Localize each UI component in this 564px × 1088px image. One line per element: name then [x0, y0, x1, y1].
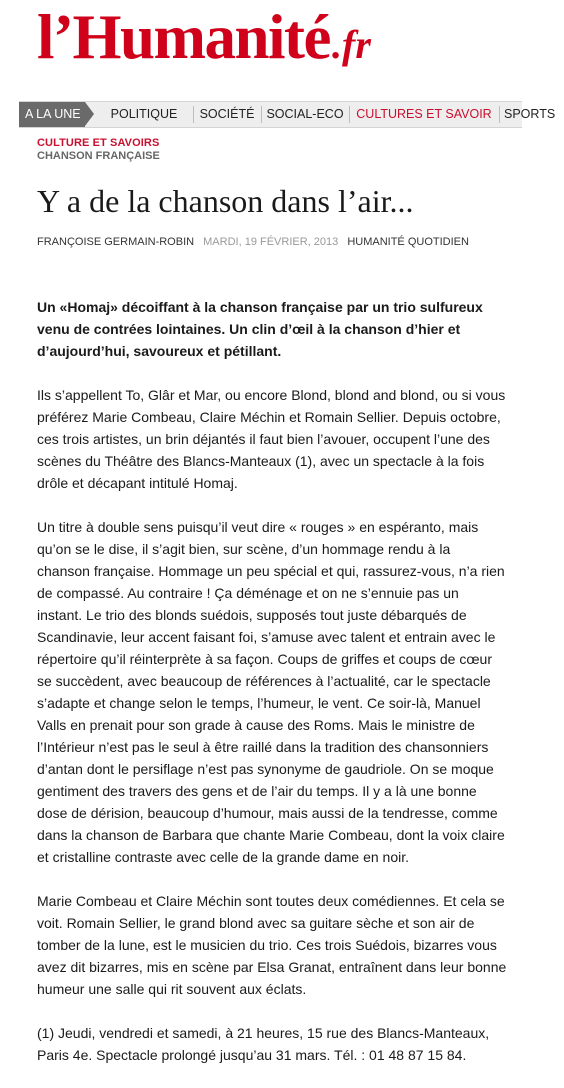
main-navigation	[19, 101, 556, 128]
subcategory-label[interactable]: CHANSON FRANÇAISE	[37, 150, 160, 162]
publish-date: MARDI, 19 FÉVRIER, 2013	[203, 236, 339, 248]
article-title: Y a de la chanson dans l’air...	[37, 183, 414, 219]
article-body	[37, 296, 507, 1088]
nav-item-politique[interactable]: POLITIQUE	[110, 107, 178, 121]
nav-item-cultures-et-savoir[interactable]: CULTURES ET SAVOIR	[356, 107, 492, 121]
publication-source: HUMANITÉ QUOTIDIEN	[347, 236, 469, 248]
article-paragraph: Un titre à double sens puisqu’il veut dire « rouges » en espéranto, mais qu’on se le dise, il s’agit bien, sur scène, d’un hommage rendu à la chanson française. Hommage un peu spécial et qui, rassurez-vous, n’a rien de compassé. Au contraire ! Ça déménage et on ne s’ennuie pas un instant. Le trio des blonds suédois, supposés tout juste débarqués de Scandinavie, leur accent faisant foi, s’amuse avec talent et entrain avec le répertoire qu’il réinterprète à sa façon. Coups de griffes et coups de cœur se succèdent, avec beaucoup de références à l’actualité, car le spectacle s’adapte et change selon le temps, l’humeur, le vent. Ce soir-là, Manuel Valls en prenait pour son grade à cause des Roms. Mais le ministre de l’Intérieur n’est pas le seul à être raillé dans la tradition des chansonniers d’antan dont le persiflage n’est pas synonyme de gaudriole. On se moque gentiment des travers des gens et de l’air du temps. Il y a là une bonne dose de dérision, beaucoup d’humour, mais aussi de la tendresse, comme dans la chanson de Barbara que chante Marie Combeau, dont la voix claire et cristalline contraste avec celle de la grande dame en noir.	[37, 519, 505, 865]
nav-divider	[499, 106, 500, 123]
article-paragraph: Marie Combeau et Claire Méchin sont toutes deux comédiennes. Et cela se voit. Romain Sellier, le grand blond avec sa guitare sèche et son air de tomber de la lune, est le musicien du trio. Ces trois Suédois, bizarres vous avez dit bizarres, mis en scène par Elsa Granat, entraînent dans leur bonne humeur une salle qui rit souvent aux éclats.	[37, 893, 507, 997]
nav-item-societe[interactable]: SOCIÉTÉ	[199, 107, 255, 121]
article-paragraph: Ils s’appellent To, Glâr et Mar, ou encore Blond, blond and blond, ou si vous préférez Marie Combeau, Claire Méchin et Romain Sellier. Depuis octobre, ces trois artistes, un brin déjantés il faut bien l’avouer, occupent l’une des scènes du Théâtre des Blancs-Manteaux (1), avec un spectacle à la fois drôle et décapant intitulé Homaj.	[37, 387, 506, 491]
category-link[interactable]: CULTURE ET SAVOIRS	[37, 137, 160, 149]
nav-item-sports[interactable]: SPORTS	[504, 107, 556, 121]
site-logo[interactable]	[37, 2, 371, 72]
logo-suffix: .fr	[332, 22, 371, 67]
nav-item-a-la-une[interactable]: A LA UNE	[19, 102, 85, 127]
active-arrow-icon	[85, 102, 94, 126]
article-footnote: (1) Jeudi, vendredi et samedi, à 21 heures, 15 rue des Blancs-Manteaux, Paris 4e. Spectacle prolongé jusqu’au 31 mars. Tél. : 01 48 87 15 84.	[37, 1025, 490, 1063]
article-meta	[37, 236, 475, 248]
logo-main: l’Humanité	[37, 2, 330, 72]
nav-item-social-eco[interactable]: SOCIAL-ECO	[266, 107, 344, 121]
article-lead: Un «Homaj» décoiffant à la chanson française par un trio sulfureux venu de contrées lointaines. Un clin d’œil à la chanson d’hier et d’aujourd’hui, savoureux et pétillant.	[37, 299, 483, 359]
author-name[interactable]: FRANÇOISE GERMAIN-ROBIN	[37, 236, 195, 248]
